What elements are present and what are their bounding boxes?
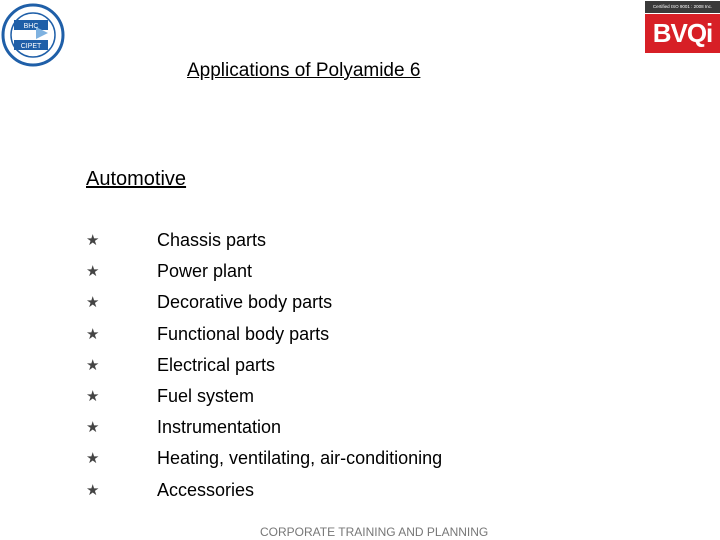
star-icon: ★	[86, 387, 100, 405]
cipet-logo	[0, 2, 66, 68]
star-icon: ★	[86, 232, 100, 249]
logo-text-bottom: CIPET	[20, 43, 42, 50]
star-icon: ★	[86, 263, 100, 281]
section-heading: Automotive	[86, 168, 187, 190]
bvqi-brand: BVQi	[645, 14, 720, 53]
star-icon: ★	[86, 481, 100, 499]
certification-text: Certified ISO 9001 : 2008 Inc.	[645, 1, 720, 13]
star-icon: ★	[86, 356, 100, 374]
logo-text-top: BHC	[23, 23, 39, 30]
star-icon: ★	[86, 419, 100, 437]
slide-title: Applications of Polyamide 6	[187, 60, 421, 81]
footer-text: CORPORATE TRAINING AND PLANNING	[260, 525, 489, 539]
star-icon: ★	[86, 450, 100, 468]
star-icon: ★	[86, 294, 100, 312]
bvqi-logo	[645, 1, 720, 53]
star-icon: ★	[86, 325, 100, 343]
